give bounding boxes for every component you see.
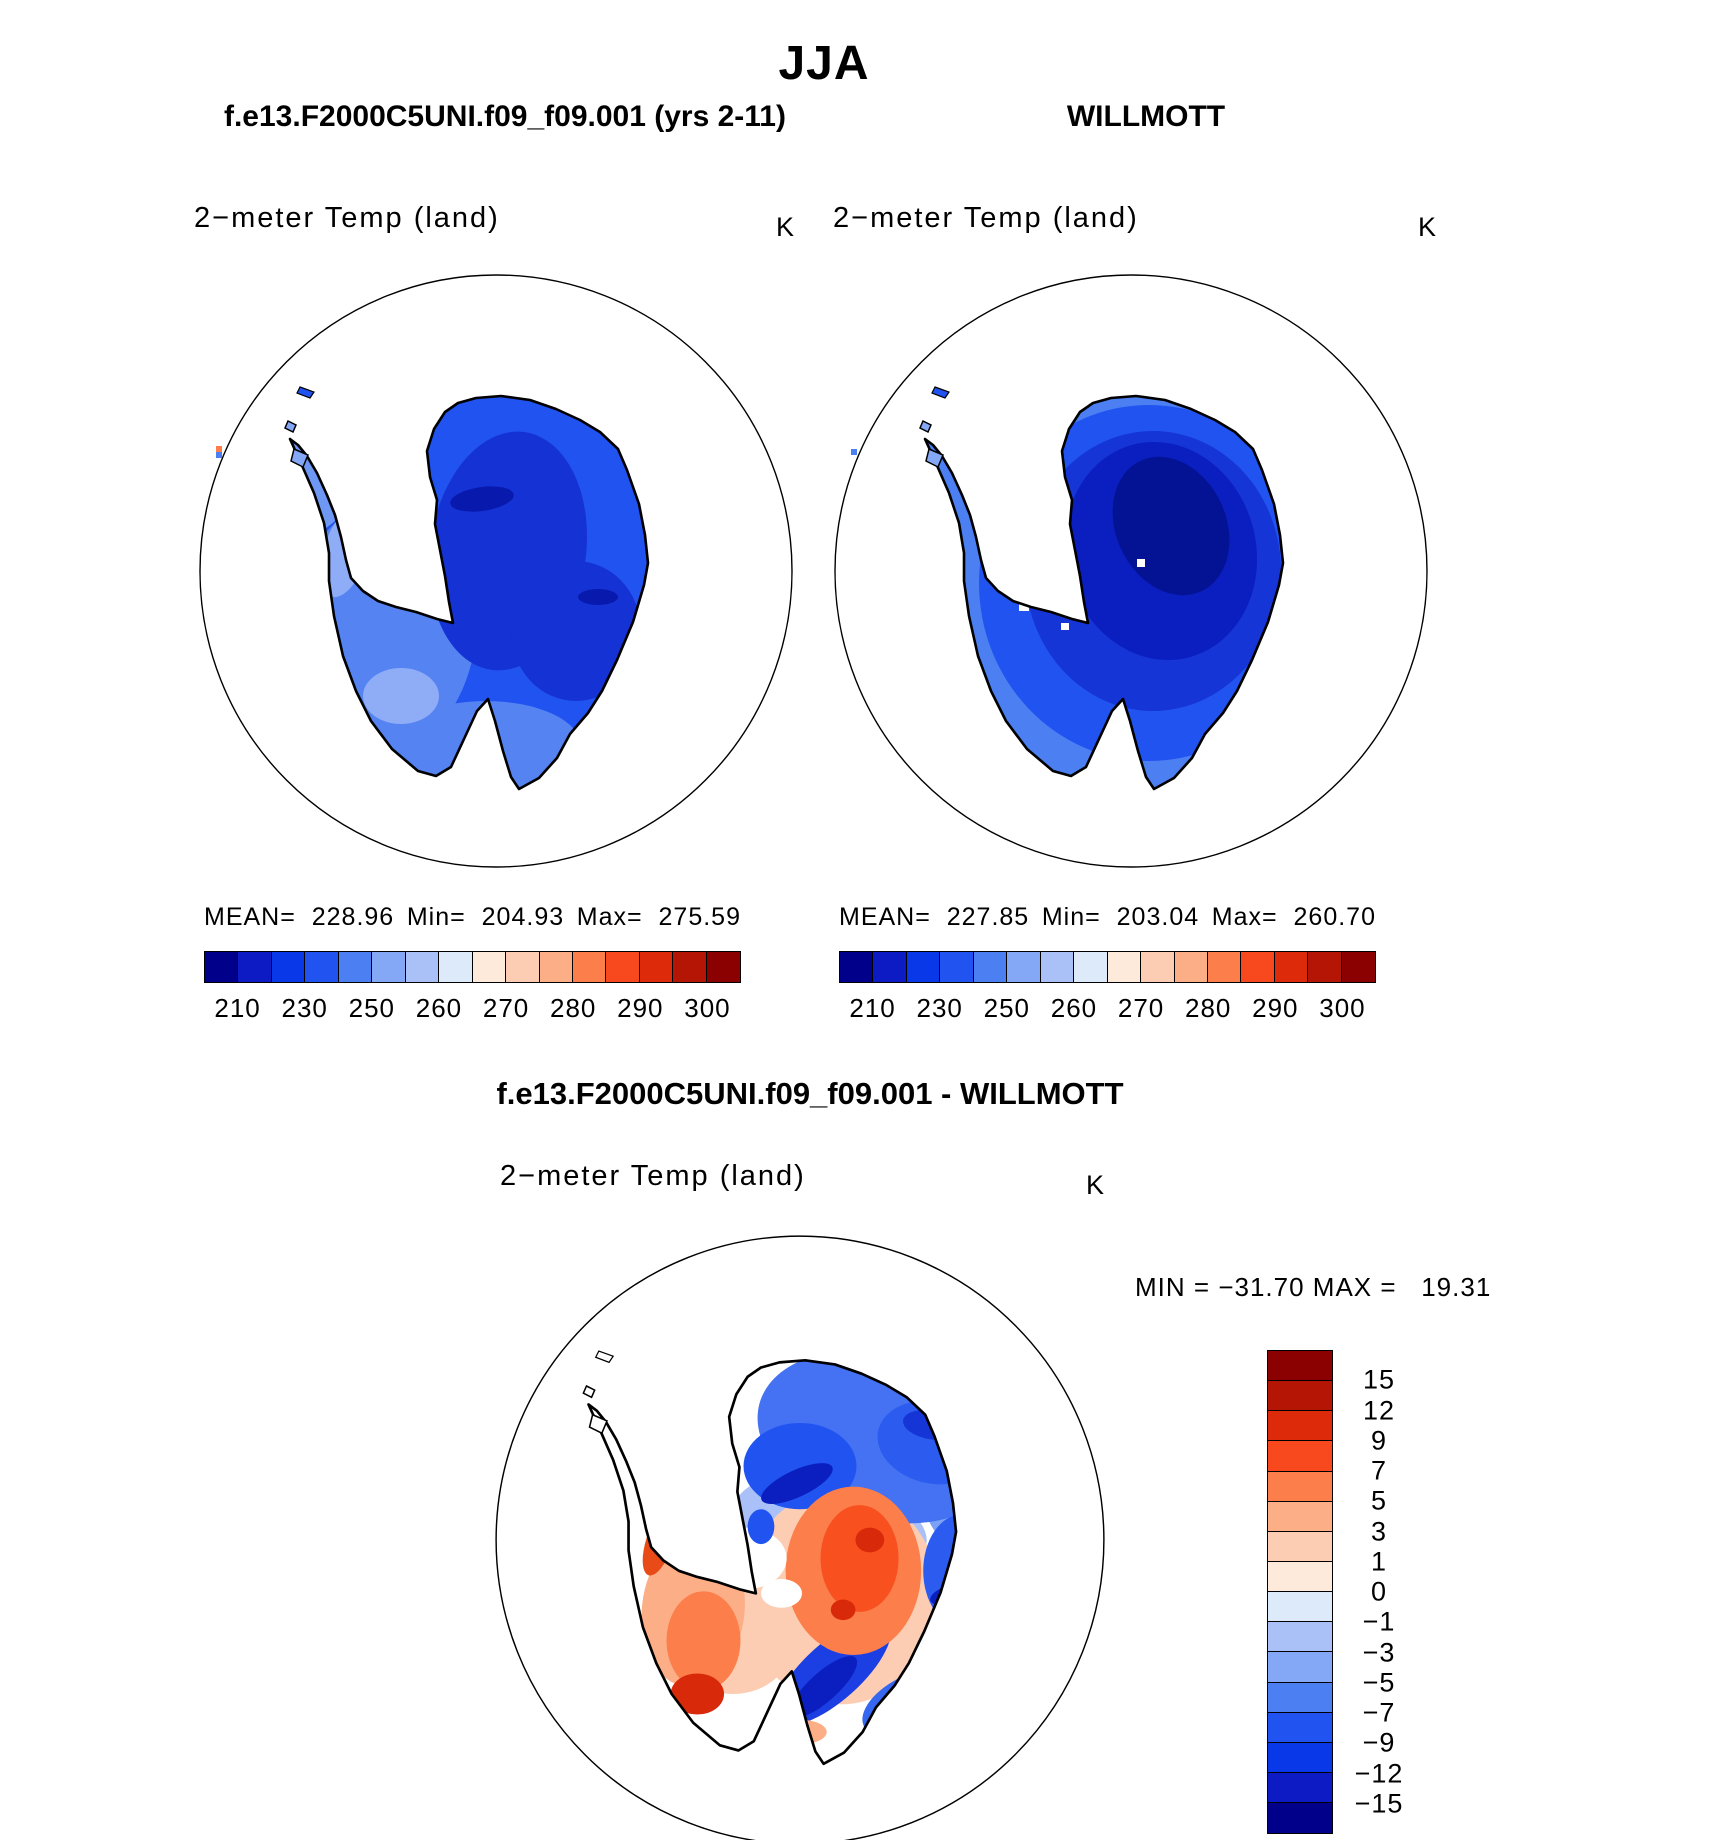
obs-variable-label: 2−meter Temp (land) (833, 202, 1139, 234)
colorbar-tick-label: 12 (1362, 1395, 1396, 1425)
diff-colorbar-ticks (1343, 1350, 1415, 1834)
model-case-title: f.e13.F2000C5UNI.f09_f09.001 (yrs 2-11) (223, 100, 786, 133)
colorbar-cell (672, 951, 707, 983)
colorbar-cell (505, 951, 540, 983)
island (285, 421, 296, 432)
colorbar-tick-label: 0 (1370, 1576, 1388, 1607)
colorbar-cell (338, 951, 373, 983)
colorbar-tick-label: 3 (1370, 1516, 1388, 1546)
island (932, 387, 949, 398)
colorbar-cell (1267, 1531, 1333, 1563)
diff-variable-label: 2−meter Temp (land) (500, 1160, 806, 1192)
model-colorbar (204, 951, 741, 983)
colorbar-cell (271, 951, 306, 983)
colorbar-tick-label: 230 (281, 993, 328, 1023)
colorbar-cell (1307, 951, 1342, 983)
colorbar-cell (1267, 1621, 1333, 1653)
island (583, 1386, 594, 1397)
colorbar-tick-label: 260 (1050, 993, 1098, 1023)
obs-mean: MEAN= 227.85 (839, 903, 1030, 931)
colorbar-cell (1267, 1712, 1333, 1744)
colorbar-tick-label: 210 (214, 993, 261, 1023)
rim-speck (216, 452, 222, 458)
colorbar-cell (1341, 951, 1376, 983)
colorbar-cell (371, 951, 406, 983)
obs-stats (839, 903, 1376, 932)
colorbar-tick-label: 250 (983, 993, 1031, 1023)
colorbar-cell (1140, 951, 1175, 983)
colorbar-cell (204, 951, 239, 983)
colorbar-cell (939, 951, 974, 983)
obs-title: WILLMOTT (1066, 100, 1226, 133)
model-min: Min= 204.93 (406, 903, 565, 931)
island (596, 1351, 613, 1362)
colorbar-cell (973, 951, 1008, 983)
model-variable-label: 2−meter Temp (land) (194, 202, 500, 234)
colorbar-tick-label: 1 (1370, 1546, 1388, 1577)
colorbar-cell (1267, 1561, 1333, 1593)
colorbar-tick-label: −12 (1354, 1758, 1404, 1788)
obs-min: Min= 203.04 (1041, 903, 1200, 931)
colorbar-tick-label: 260 (415, 993, 463, 1023)
model-max: Max= 275.59 (576, 903, 741, 931)
colorbar-cell (1207, 951, 1242, 983)
diff-max-value: 19.31 (1421, 1272, 1492, 1302)
colorbar-tick-label: 210 (849, 993, 896, 1023)
colorbar-cell (438, 951, 473, 983)
colorbar-cell (472, 951, 507, 983)
model-colorbar-ticks (204, 993, 741, 1023)
model-stats (204, 903, 741, 932)
colorbar-cell (572, 951, 607, 983)
colorbar-cell (1267, 1682, 1333, 1714)
colorbar-cell (237, 951, 272, 983)
colorbar-tick-label: −15 (1354, 1788, 1404, 1819)
colorbar-cell (1107, 951, 1142, 983)
colorbar-cell (1267, 1440, 1333, 1472)
diff-min-value: −31.70 (1218, 1272, 1305, 1302)
colorbar-tick-label: −5 (1362, 1667, 1396, 1698)
colorbar-cell (1267, 1651, 1333, 1683)
colorbar-cell (1267, 1471, 1333, 1503)
colorbar-cell (1267, 1802, 1333, 1834)
colorbar-tick-label: 290 (1252, 993, 1299, 1023)
colorbar-tick-label: 270 (1117, 993, 1165, 1023)
map-model-antarctica (196, 271, 796, 871)
rim-speck (216, 446, 222, 452)
obs-temperature-fill (831, 271, 1431, 871)
colorbar-tick-label: −9 (1362, 1727, 1396, 1758)
colorbar-cell (1267, 1350, 1333, 1382)
colorbar-cell (1267, 1591, 1333, 1623)
colorbar-tick-label: −7 (1362, 1697, 1396, 1728)
colorbar-tick-label: 15 (1362, 1364, 1396, 1395)
diff-temperature-fill (492, 1232, 1108, 1840)
colorbar-cell (906, 951, 941, 983)
obs-colorbar-ticks (839, 993, 1376, 1023)
obs-colorbar (839, 951, 1376, 983)
colorbar-cell (539, 951, 574, 983)
colorbar-tick-label: 7 (1370, 1455, 1388, 1486)
colorbar-cell (1267, 1742, 1333, 1774)
colorbar-tick-label: 300 (1319, 993, 1366, 1023)
island (920, 421, 931, 432)
colorbar-tick-label: 290 (617, 993, 664, 1023)
colorbar-cell (1267, 1501, 1333, 1533)
colorbar-cell (304, 951, 339, 983)
colorbar-tick-label: 300 (684, 993, 731, 1023)
colorbar-tick-label: −3 (1362, 1637, 1396, 1667)
diff-colorbar (1267, 1350, 1333, 1834)
model-units-label: K (776, 212, 795, 242)
colorbar-tick-label: 250 (348, 993, 396, 1023)
colorbar-cell (605, 951, 640, 983)
colorbar-tick-label: 230 (916, 993, 963, 1023)
colorbar-cell (1267, 1772, 1333, 1804)
model-mean: MEAN= 228.96 (204, 903, 395, 931)
colorbar-tick-label: 5 (1370, 1485, 1388, 1516)
model-temperature-fill (196, 271, 796, 871)
colorbar-tick-label: −1 (1362, 1606, 1396, 1637)
diff-units-label: K (1086, 1170, 1105, 1200)
colorbar-cell (872, 951, 907, 983)
season-title: JJA (778, 37, 870, 90)
map-obs-antarctica (831, 271, 1431, 871)
colorbar-cell (1006, 951, 1041, 983)
colorbar-cell (1267, 1410, 1333, 1442)
diff-title: f.e13.F2000C5UNI.f09_f09.001 - WILLMOTT (496, 1076, 1124, 1111)
colorbar-cell (1240, 951, 1275, 983)
island (297, 387, 314, 398)
rim-speck (851, 449, 857, 455)
obs-units-label: K (1418, 212, 1437, 242)
colorbar-cell (1040, 951, 1075, 983)
colorbar-cell (839, 951, 874, 983)
colorbar-cell (706, 951, 741, 983)
diff-minmax: MIN = −31.70 MAX = 19.31 (1135, 1272, 1492, 1302)
colorbar-tick-label: 270 (482, 993, 530, 1023)
colorbar-cell (1174, 951, 1209, 983)
colorbar-tick-label: 280 (549, 993, 597, 1023)
map-diff-antarctica (492, 1232, 1108, 1840)
colorbar-cell (639, 951, 674, 983)
colorbar-tick-label: 9 (1370, 1425, 1388, 1456)
colorbar-cell (405, 951, 440, 983)
colorbar-cell (1274, 951, 1309, 983)
colorbar-tick-label: 280 (1184, 993, 1232, 1023)
colorbar-cell (1073, 951, 1108, 983)
obs-max: Max= 260.70 (1211, 903, 1376, 931)
colorbar-cell (1267, 1380, 1333, 1412)
